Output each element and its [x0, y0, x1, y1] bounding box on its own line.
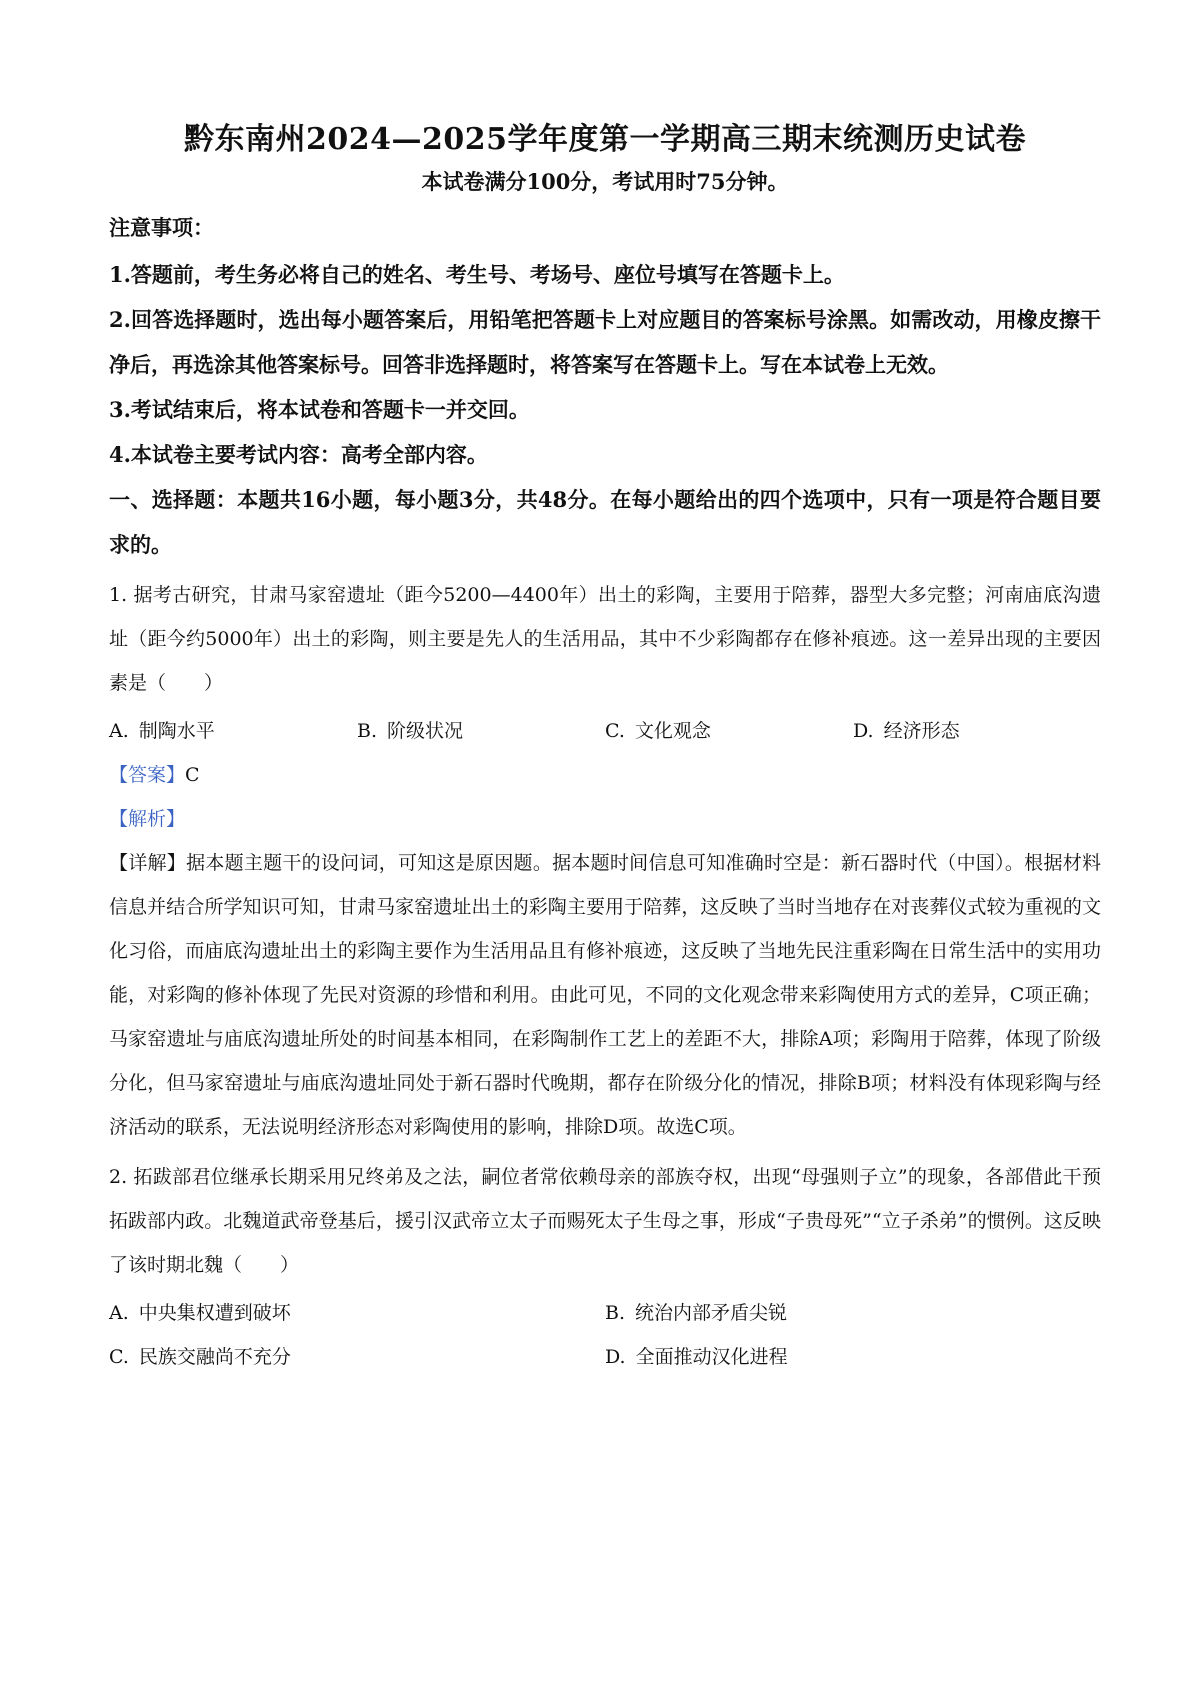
- question-2: [109, 1155, 1101, 1379]
- option-text: 民族交融尚不充分: [138, 1346, 291, 1368]
- option-text: 制陶水平: [138, 720, 215, 742]
- note-item: 2.回答选择题时，选出每小题答案后，用铅笔把答题卡上对应题目的答案标号涂黑。如需改动，用橡皮擦干净后，再选涂其他答案标号。回答非选择题时，将答案写在答题卡上。写在本试卷上无效。: [109, 307, 1101, 377]
- option-letter: B.: [605, 1302, 626, 1324]
- page-subtitle: 本试卷满分100分，考试用时75分钟。: [421, 169, 789, 194]
- option-letter: A.: [109, 720, 129, 742]
- option-letter: C.: [605, 720, 625, 742]
- option-letter: A.: [109, 1302, 129, 1324]
- analysis-tag: 【解析】: [109, 808, 186, 830]
- question-options: [109, 709, 1101, 753]
- note-item: 1.答题前，考生务必将自己的姓名、考生号、考场号、座位号填写在答题卡上。: [109, 262, 845, 287]
- option-text: 中央集权遭到破坏: [138, 1302, 291, 1324]
- answer-value: C: [185, 764, 200, 786]
- option-letter: B.: [357, 720, 378, 742]
- option-letter: D.: [853, 720, 874, 742]
- option-letter: C.: [109, 1346, 129, 1368]
- page-title: 黔东南州2024—2025学年度第一学期高三期末统测历史试卷: [184, 122, 1026, 157]
- detail-text: 据本题主题干的设问词，可知这是原因题。据本题时间信息可知准确时空是：新石器时代（中国）。根据材料信息并结合所学知识可知，甘肃马家窑遗址出土的彩陶主要用于陪葬，这反映了当时当地存在对丧葬仪式较为重视的文化习俗，而庙底沟遗址出土的彩陶主要作为生活用品且有修补痕迹，这反映了当地先民注重彩陶在日常生活中的实用功能，对彩陶的修补体现了先民对资源的珍惜和利用。由此可见，不同的文化观念带来彩陶使用方式的差异，C项正确；马家窑遗址与庙底沟遗址所处的时间基本相同，在彩陶制作工艺上的差距不大，排除A项；彩陶用于陪葬，体现了阶级分化，但马家窑遗址与庙底沟遗址同处于新石器时代晚期，都存在阶级分化的情况，排除B项；材料没有体现彩陶与经济活动的联系，无法说明经济形态对彩陶使用的影响，排除D项。故选C项。: [109, 852, 1101, 1138]
- question-stem: 1. 据考古研究，甘肃马家窑遗址（距今5200—4400年）出土的彩陶，主要用于陪葬，器型大多完整；河南庙底沟遗址（距今约5000年）出土的彩陶，则主要是先人的生活用品，其中不少彩陶都存在修补痕迹。这一差异出现的主要因素是（ ）: [109, 584, 1101, 694]
- note-item: 3.考试结束后，将本试卷和答题卡一并交回。: [109, 397, 530, 422]
- section-heading: 一、选择题：本题共16小题，每小题3分，共48分。在每小题给出的四个选项中，只有一项是符合题目要求的。: [109, 487, 1101, 557]
- detail-tag: 【详解】: [109, 852, 187, 874]
- notes-list: [109, 252, 1101, 477]
- option-c: [605, 709, 853, 753]
- option-text: 阶级状况: [387, 720, 464, 742]
- note-item: 4.本试卷主要考试内容：高考全部内容。: [109, 442, 488, 467]
- question-options: [109, 1291, 1101, 1379]
- exam-page: [109, 118, 1101, 1379]
- option-b: [357, 709, 605, 753]
- option-b: [605, 1291, 1101, 1335]
- answer-line: [109, 753, 1101, 797]
- question-stem: 2. 拓跋部君位继承长期采用兄终弟及之法，嗣位者常依赖母亲的部族夺权，出现“母强则子立”的现象，各部借此干预拓跋部内政。北魏道武帝登基后，援引汉武帝立太子而赐死太子生母之事，形成“子贵母死”“立子杀弟”的惯例。这反映了该时期北魏（ ）: [109, 1166, 1101, 1276]
- option-a: [109, 709, 357, 753]
- option-text: 统治内部矛盾尖锐: [635, 1302, 788, 1324]
- analysis-line: [109, 797, 1101, 841]
- option-d: [605, 1335, 1101, 1379]
- answer-tag: 【答案】: [109, 764, 186, 786]
- option-a: [109, 1291, 605, 1335]
- option-c: [109, 1335, 605, 1379]
- option-text: 文化观念: [634, 720, 711, 742]
- notes-heading: 注意事项：: [109, 215, 214, 240]
- option-text: 全面推动汉化进程: [635, 1346, 788, 1368]
- option-letter: D.: [605, 1346, 626, 1368]
- detail-paragraph: [109, 841, 1101, 1149]
- option-d: [853, 709, 1101, 753]
- question-1: [109, 573, 1101, 1149]
- option-text: 经济形态: [883, 720, 960, 742]
